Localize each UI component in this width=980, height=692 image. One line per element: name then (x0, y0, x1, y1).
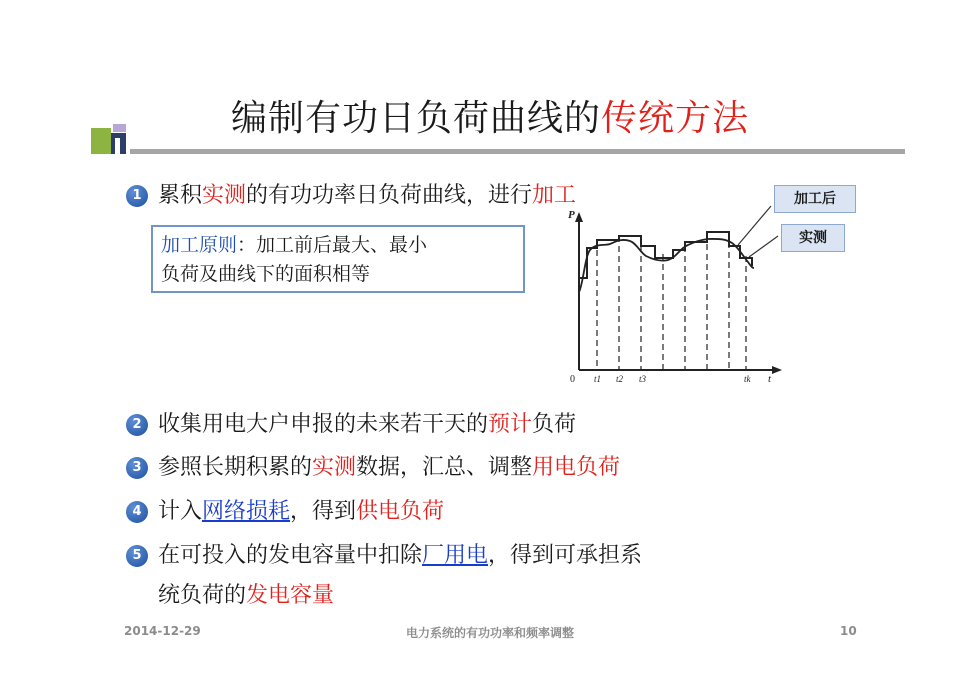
bullet-text: 收集用电大户申报的未来若干天的预计负荷 (158, 412, 577, 437)
callout-processed: 加工后 (774, 185, 856, 213)
x-axis-label: t (768, 373, 772, 385)
footer-page-number: 10 (840, 624, 857, 638)
measured-curve (579, 239, 754, 292)
number-badge: 3 (126, 457, 148, 479)
number-badge: 4 (126, 501, 148, 523)
note-label: 加工原则 (161, 234, 238, 256)
bullet-text-line2: 统负荷的发电容量 (158, 583, 335, 608)
network-loss-link[interactable]: 网络损耗 (202, 499, 291, 524)
callout-measured: 实测 (781, 224, 845, 252)
tick-t1: t1 (594, 374, 602, 384)
bullet-text: 在可投入的发电容量中扣除厂用电，得到可承担系 (158, 543, 643, 568)
tick-t2: t2 (616, 374, 624, 384)
processed-step-curve (579, 232, 752, 292)
footer-title: 电力系统的有功功率和频率调整 (405, 626, 574, 640)
x-axis-arrow (772, 366, 782, 374)
number-badge: 5 (126, 545, 148, 567)
bullet-text: 累积实测的有功功率日负荷曲线，进行加工 (158, 183, 577, 208)
processing-principle-box: 加工原则：加工前后最大、最小 负荷及曲线下的面积相等 (151, 225, 525, 293)
interval-dividers (597, 232, 746, 370)
y-axis-label: P (568, 209, 575, 221)
tick-t3: t3 (639, 374, 647, 384)
slide-title: 编制有功日负荷曲线的传统方法 (230, 98, 750, 139)
callout-pointer-processed (738, 206, 771, 245)
title-rule (130, 149, 905, 154)
bullet-text: 参照长期积累的实测数据，汇总、调整用电负荷 (158, 455, 621, 480)
number-badge: 1 (126, 185, 148, 207)
tick-tk: tk (744, 374, 751, 384)
number-badge: 2 (126, 414, 148, 436)
y-axis-arrow (575, 212, 583, 222)
footer-date: 2014-12-29 (124, 624, 201, 638)
callout-pointer-measured (749, 236, 778, 257)
bullet-text: 计入网络损耗，得到供电负荷 (158, 499, 445, 524)
auxiliary-power-link[interactable]: 厂用电 (422, 543, 489, 568)
origin-label: 0 (570, 374, 575, 385)
